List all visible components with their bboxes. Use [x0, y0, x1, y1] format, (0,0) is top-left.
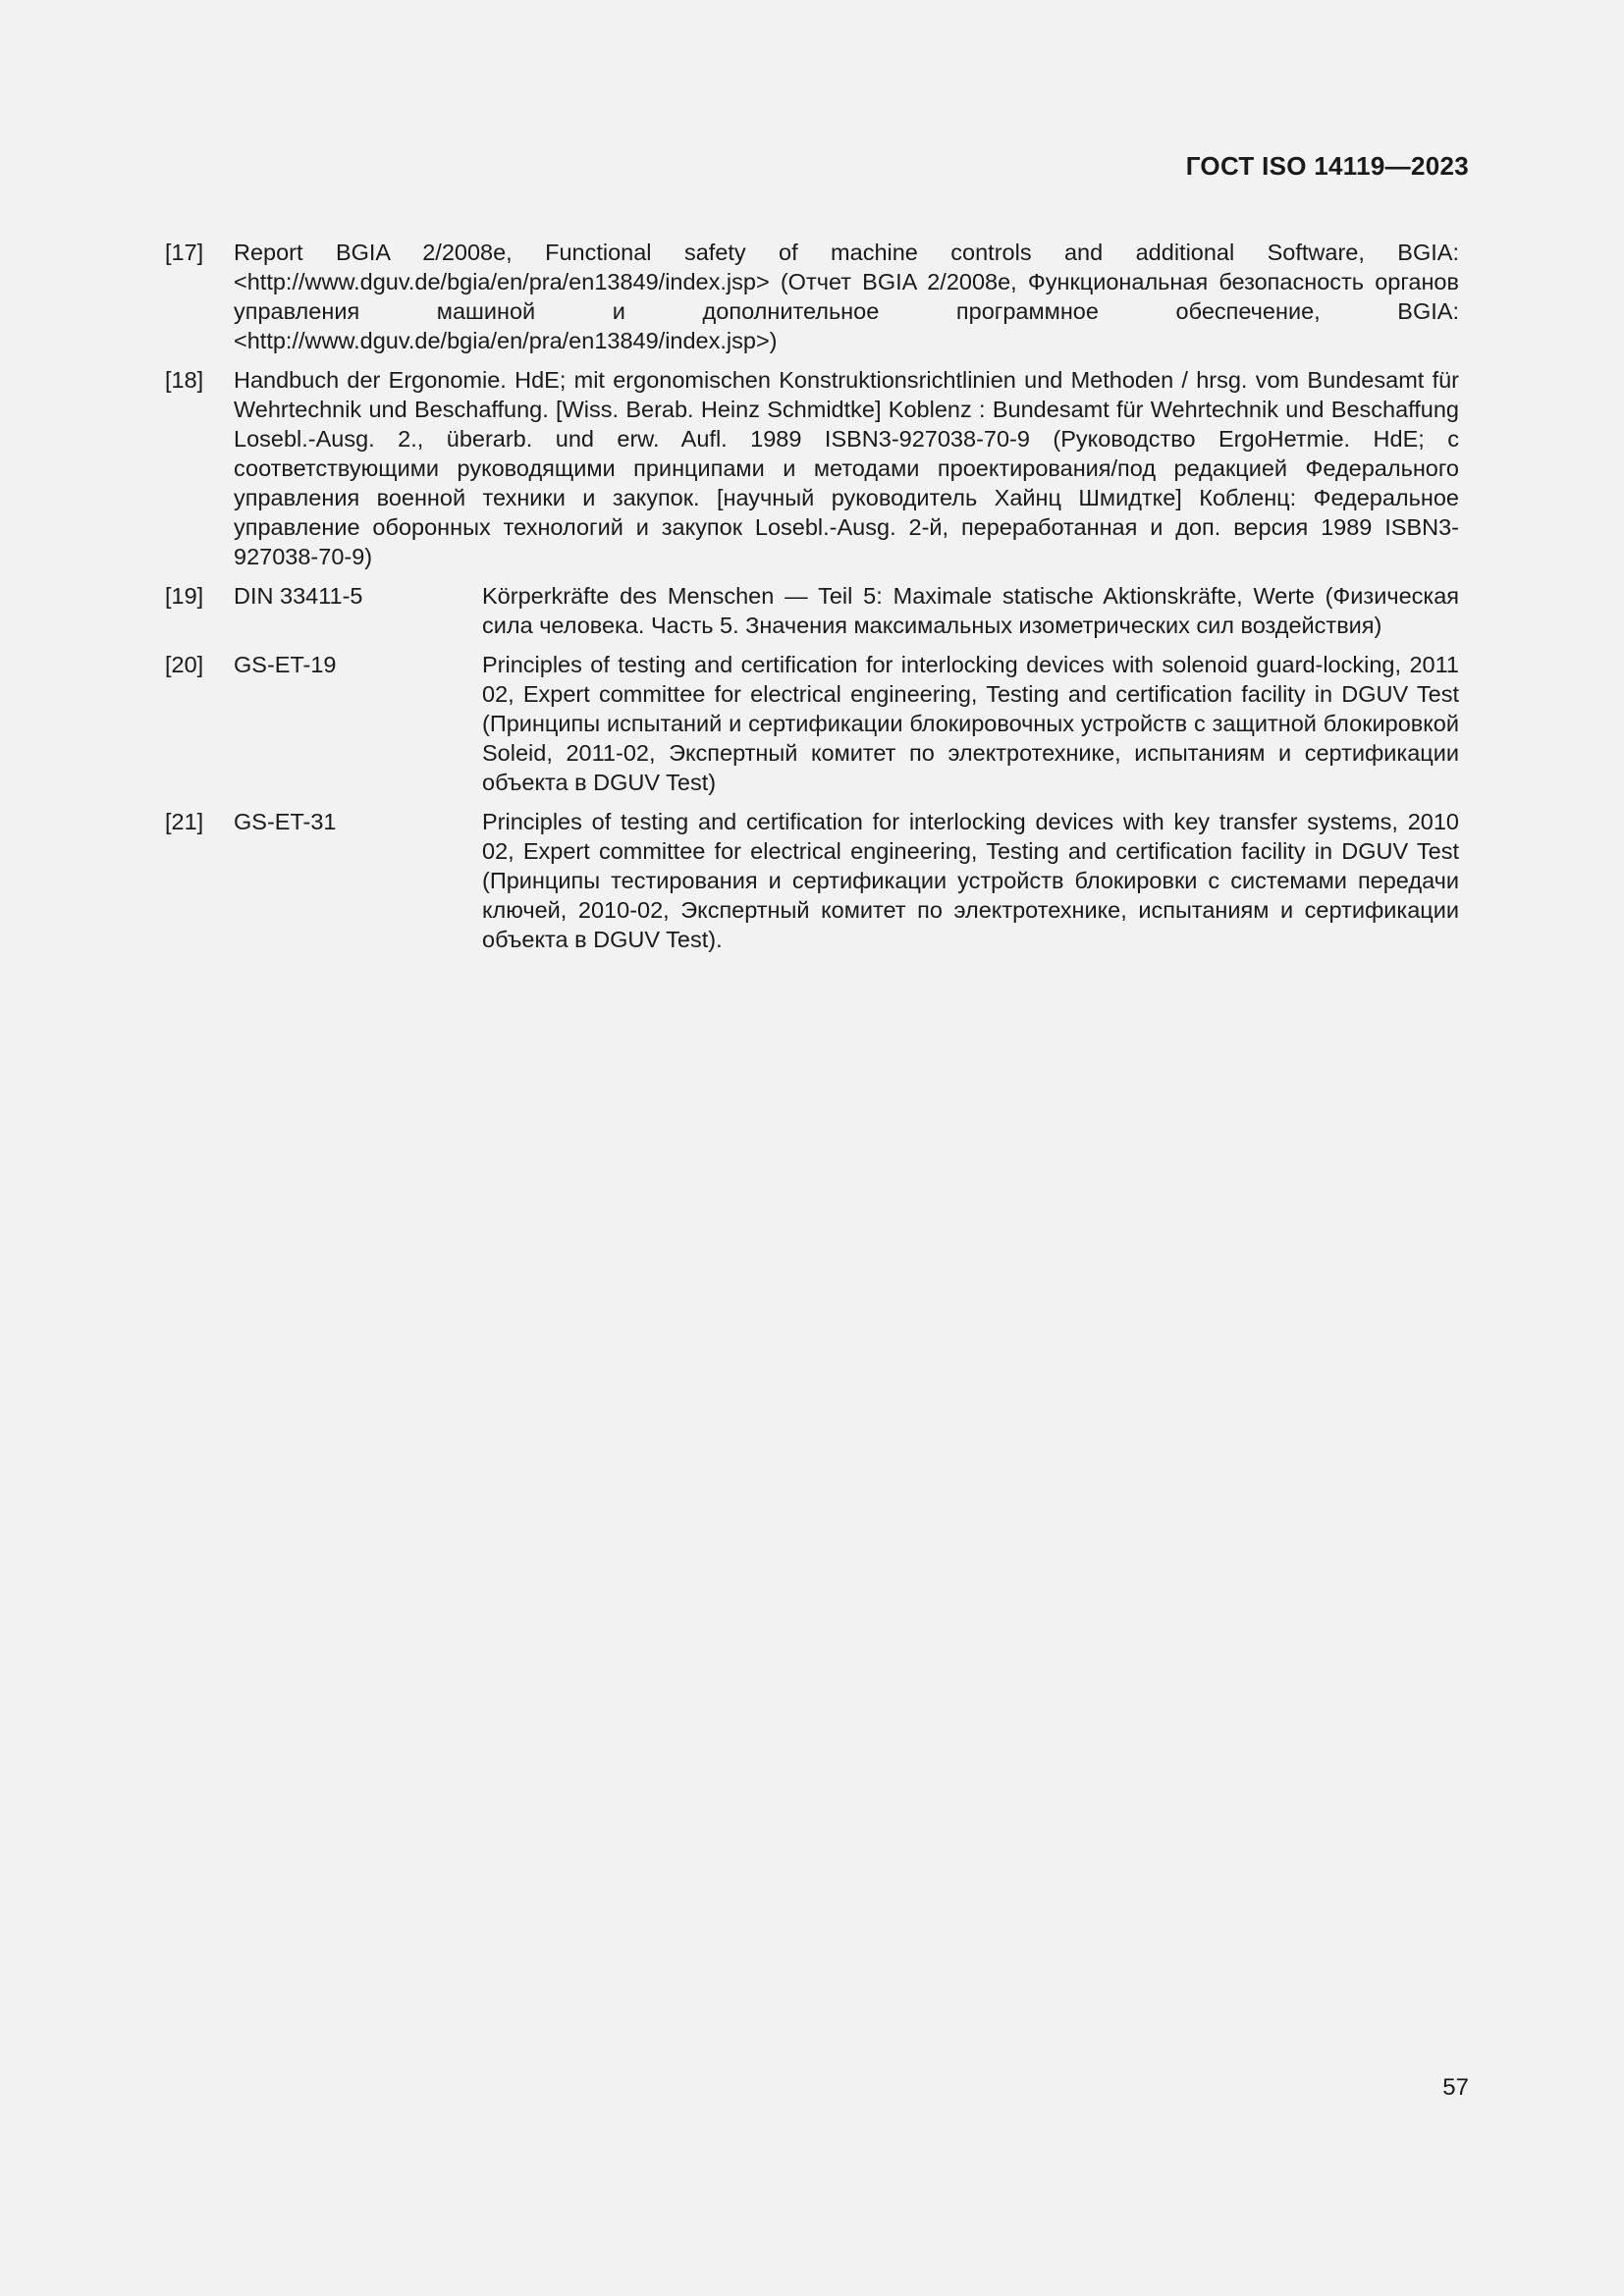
reference-item-17 [165, 238, 1459, 355]
reference-code: GS-ET-31 [234, 809, 337, 834]
reference-number: [21] [165, 809, 204, 834]
reference-item-19 [165, 581, 1459, 640]
reference-code: DIN 33411-5 [234, 583, 363, 609]
reference-number: [17] [165, 240, 204, 265]
reference-item-21 [165, 807, 1459, 954]
reference-text: Handbuch der Ergonomie. HdE; mit ergonomischen Konstruktionsrichtlinien und Methoden / hrsg. vom Bundesamt für Wehrtechnik und Beschaffung. [Wiss. Berab. Heinz Schmidtke] Koblenz : Bundesamt für Wehrtechnik und Beschaffung Losebl.-Ausg. 2., überarb. und erw. Aufl. 1989 ISBN3-927038-70-9 (Руководство ErgoНетmie. HdE; с соответствующими руководящими принципами и методами проектирования/под редакцией Федерального управления военной техники и закупок. [научный руководитель Хайнц Шмидтке] Кобленц: Федеральное управление оборонных технологий и закупок Losebl.-Ausg. 2-й, переработанная и доп. версия 1989 ISBN3-927038-70-9) [234, 367, 1459, 569]
reference-text: Körperkräfte des Menschen — Teil 5: Maximale statische Aktionskräfte, Werte (Физическая сила человека. Часть 5. Значения максимальных изометрических сил воздействия) [482, 583, 1459, 638]
reference-text: Principles of testing and certification for interlocking devices with key transfer systems, 2010 02, Expert committee for electrical engineering, Testing and certification facility in DGUV Test (Принципы тестирования и сертификации устройств блокировки с системами передачи ключей, 2010-02, Экспертный комитет по электротехнике, испытаниям и сертификации объекта в DGUV Test). [482, 809, 1459, 952]
reference-item-20 [165, 650, 1459, 797]
document-standard-header: ГОСТ ISO 14119—2023 [1185, 151, 1469, 181]
reference-number: [18] [165, 367, 204, 393]
reference-number: [19] [165, 583, 204, 609]
reference-item-18 [165, 365, 1459, 571]
bibliography-list [165, 238, 1459, 964]
reference-text: Report BGIA 2/2008e, Functional safety of machine controls and additional Software, BGIA: <http://www.dguv.de/bgia/en/pra/en13849/index.jsp> (Отчет BGIA 2/2008e, Функциональная безопасность органов управления машиной и дополнительное программное обеспечение, BGIA: <http://www.dguv.de/bgia/en/pra/en13849/index.jsp>) [234, 240, 1459, 353]
reference-number: [20] [165, 652, 204, 677]
page-number: 57 [1442, 2074, 1469, 2101]
reference-text: Principles of testing and certification for interlocking devices with solenoid guard-locking, 2011 02, Expert committee for electrical engineering, Testing and certification facility in DGUV Test (Принципы испытаний и сертификации блокировочных устройств с защитной блокировкой Soleid, 2011-02, Экспертный комитет по электротехнике, испытаниям и сертификации объекта в DGUV Test) [482, 652, 1459, 795]
reference-code: GS-ET-19 [234, 652, 337, 677]
